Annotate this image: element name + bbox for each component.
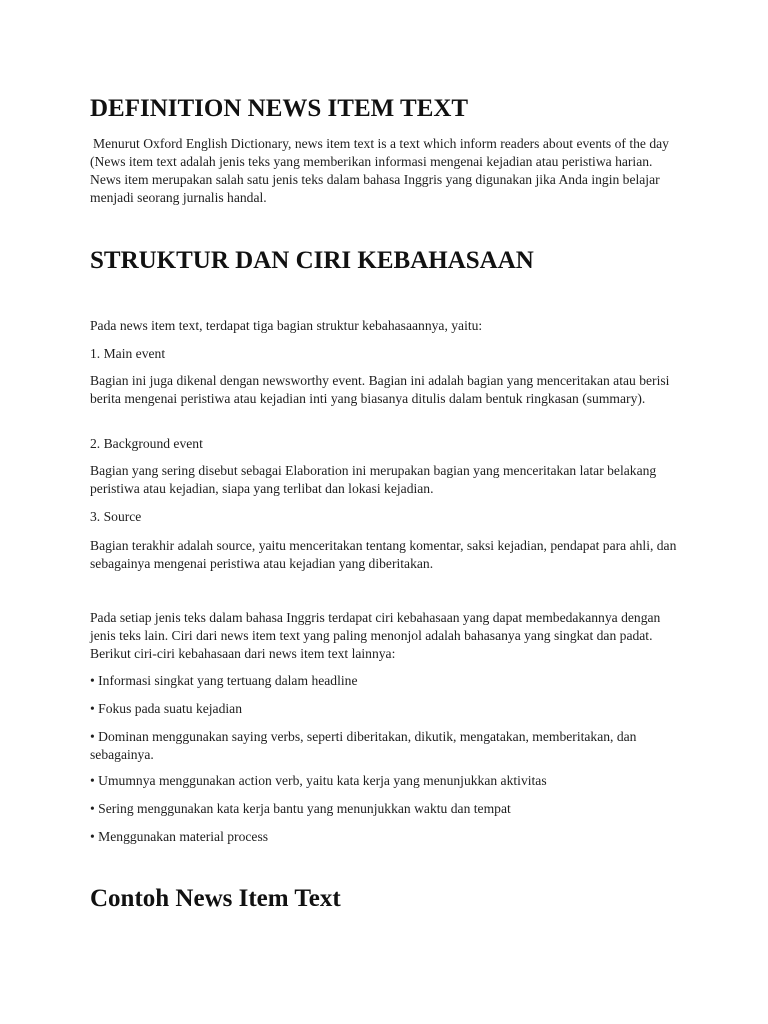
features-intro: Pada setiap jenis teks dalam bahasa Inggris terdapat ciri kebahasaan yang dapat membedakannya dengan jenis teks lain. Ciri dari news item text yang paling menonjol adalah bahasanya yang singkat dan padat. Berikut ciri-ciri kebahasaan dari news item text lainnya: [90, 610, 661, 661]
feature-item: • Menggunakan material process [90, 829, 269, 844]
part-desc-main-event: Bagian ini juga dikenal dengan newsworthy event. Bagian ini adalah bagian yang menceritakan atau berisi berita mengenai peristiwa atau kejadian inti yang biasanya ditulis dalam bentuk ringkasan (summary). [90, 373, 670, 406]
definition-paragraph: Menurut Oxford English Dictionary, news item text is a text which inform readers about events of the day (News item text adalah jenis teks yang memberikan informasi mengenai kejadian atau peristiwa harian. News item merupakan salah satu jenis teks dalam bahasa Inggris yang digunakan jika Anda ingin belajar menjadi seorang jurnalis handal. [90, 136, 669, 205]
definition-heading: DEFINITION NEWS ITEM TEXT [90, 95, 469, 122]
part-desc-source: Bagian terakhir adalah source, yaitu menceritakan tentang komentar, saksi kejadian, pendapat para ahli, dan sebagainya mengenai peristiwa atau kejadian yang diberitakan. [90, 538, 677, 571]
feature-item: • Fokus pada suatu kejadian [90, 701, 242, 716]
part-title-source: 3. Source [90, 509, 142, 524]
structure-heading: STRUKTUR DAN CIRI KEBAHASAAN [90, 247, 534, 274]
structure-intro: Pada news item text, terdapat tiga bagian struktur kebahasaannya, yaitu: [90, 318, 483, 333]
part-title-background-event: 2. Background event [90, 436, 203, 451]
part-desc-background-event: Bagian yang sering disebut sebagai Elaboration ini merupakan bagian yang menceritakan latar belakang peristiwa atau kejadian, siapa yang terlibat dan lokasi kejadian. [90, 463, 657, 496]
feature-item: • Informasi singkat yang tertuang dalam headline [90, 673, 358, 688]
feature-item: • Umumnya menggunakan action verb, yaitu kata kerja yang menunjukkan aktivitas [90, 773, 547, 788]
part-title-main-event: 1. Main event [90, 346, 166, 361]
feature-item: • Dominan menggunakan saying verbs, seperti diberitakan, dikutik, mengatakan, memberitakan, dan sebagainya. [90, 729, 637, 762]
feature-item: • Sering menggunakan kata kerja bantu yang menunjukkan waktu dan tempat [90, 801, 511, 816]
example-heading: Contoh News Item Text [90, 885, 341, 912]
